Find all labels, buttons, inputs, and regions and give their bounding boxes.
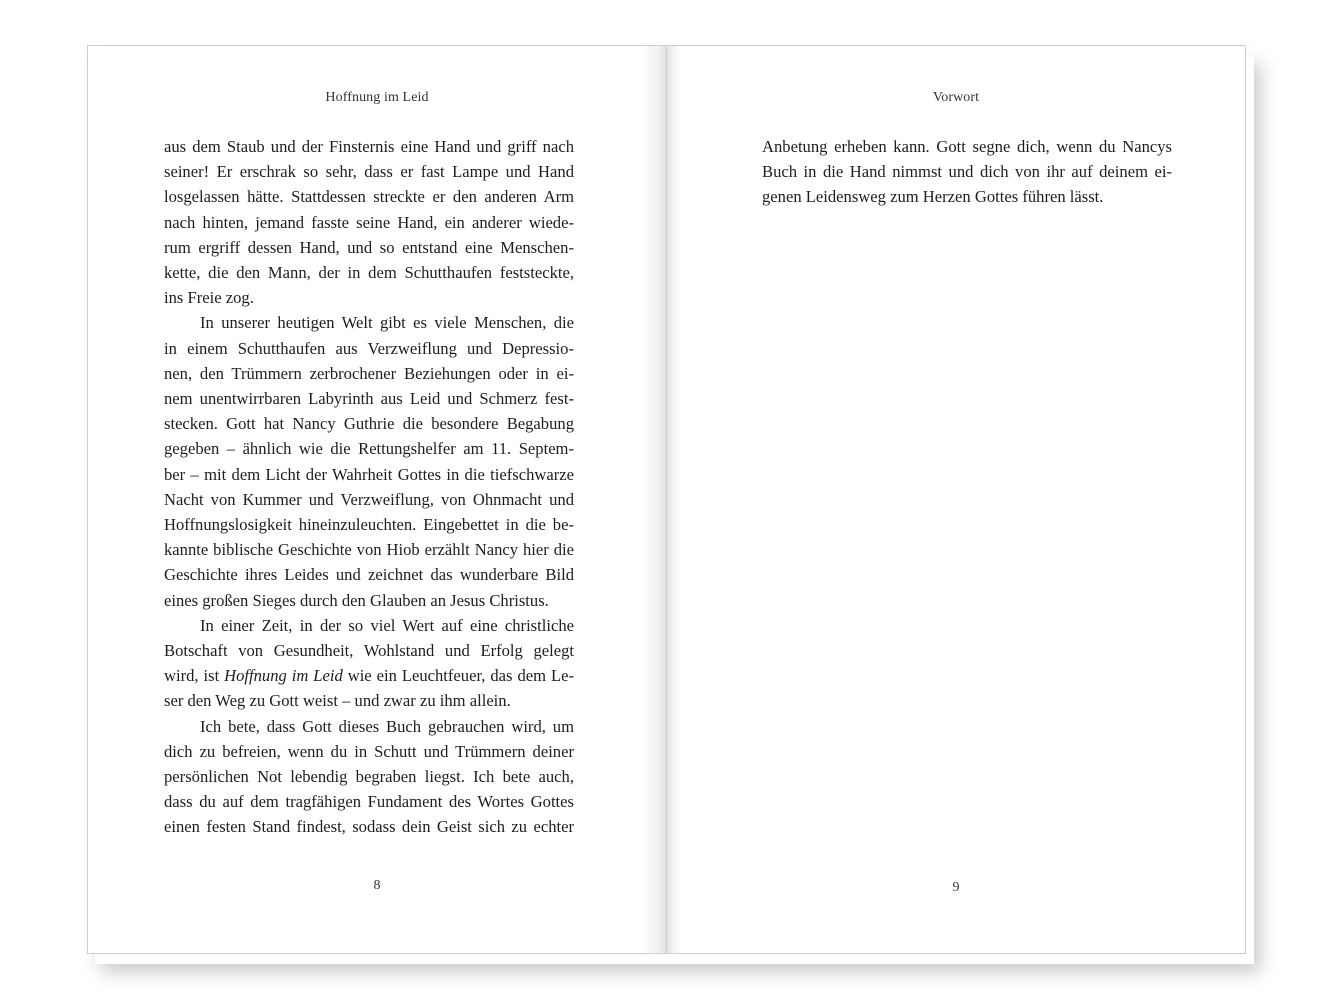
paragraph-3 [164, 613, 574, 714]
text-line: einen festen Stand findest, sodass dein Geist sich zu echter [164, 817, 574, 837]
right-text-block [762, 134, 1172, 210]
book-spread [87, 45, 1246, 954]
text-line: nen, den Trümmern zerbrochener Beziehungen oder in ei- [164, 363, 574, 383]
text-line: seiner! Er erschrak so sehr, dass er fast Lampe und Hand [164, 162, 574, 182]
text-line: Anbetung erheben kann. Gott segne dich, wenn du Nancys [762, 137, 1172, 156]
left-text-block [164, 134, 574, 840]
page-number-right: 9 [952, 880, 960, 895]
text-line: nach hinten, jemand fasste seine Hand, ein anderer wiede- [164, 212, 574, 232]
text-line: dass du auf dem tragfähigen Fundament des Wortes Gottes [164, 792, 574, 812]
text-line: dich zu befreien, wenn du in Schutt und Trümmern deiner [164, 741, 574, 761]
text-line: losgelassen hätte. Stattdessen streckte er den anderen Arm [164, 187, 574, 207]
text-line: kannte biblische Geschichte von Hiob erzählt Nancy hier die [164, 540, 574, 560]
text-line: Botschaft von Gesundheit, Wohlstand und Erfolg gelegt [164, 641, 574, 661]
text-fragment: wie ein Leuchtfeuer, das dem Le- [342, 666, 574, 686]
paragraph-2 [164, 310, 574, 612]
text-line: Buch in die Hand nimmst und dich von ihr auf deinem ei- [762, 162, 1172, 182]
gutter-shadow-left [640, 46, 666, 953]
text-line: Geschichte ihres Leides und zeichnet das wunderbare Bild [164, 565, 574, 585]
text-line: ins Freie zog. [164, 288, 254, 308]
paragraph-1 [762, 134, 1172, 210]
text-fragment: wird, ist [164, 666, 225, 686]
text-line [164, 663, 574, 688]
gutter-shadow-right [667, 46, 681, 953]
text-line: in einem Schutthaufen aus Verzweiflung und Depressio- [164, 338, 574, 358]
text-line: ser den Weg zu Gott weist – und zwar zu ihm allein. [164, 691, 511, 711]
text-line: In einer Zeit, in der so viel Wert auf eine christliche [200, 615, 574, 635]
left-page [87, 45, 667, 954]
text-line: eines großen Sieges durch den Glauben an Jesus Christus. [164, 590, 549, 610]
text-line: stecken. Gott hat Nancy Guthrie die besondere Begabung [164, 414, 574, 434]
text-line: ber – mit dem Licht der Wahrheit Gottes in die tiefschwarze [164, 464, 574, 484]
text-line: aus dem Staub und der Finsternis eine Hand und griff nach [164, 137, 574, 156]
right-page [666, 45, 1246, 954]
text-line: Hoffnungslosigkeit hineinzuleuchten. Eingebettet in die be- [164, 515, 574, 535]
paragraph-4 [164, 714, 574, 840]
running-head-right: Vorwort [932, 90, 980, 105]
text-line: nem unentwirrbaren Labyrinth aus Leid und Schmerz fest- [164, 389, 574, 409]
text-line: kette, die den Mann, der in dem Schutthaufen feststeckte, [164, 263, 574, 283]
text-line: persönlichen Not lebendig begraben liegst. Ich bete auch, [164, 767, 574, 787]
text-line: Nacht von Kummer und Verzweiflung, von Ohnmacht und [164, 489, 574, 509]
book-title-italic: Hoffnung im Leid [224, 666, 343, 686]
text-line: gegeben – ähnlich wie die Rettungshelfer am 11. Septem- [164, 439, 574, 459]
text-line: In unserer heutigen Welt gibt es viele Menschen, die [200, 313, 574, 333]
running-head-left: Hoffnung im Leid [325, 90, 429, 105]
paragraph-1 [164, 134, 574, 310]
text-line: rum ergriff dessen Hand, und so entstand eine Menschen- [164, 237, 574, 257]
page-number-left: 8 [373, 878, 381, 893]
text-line: Ich bete, dass Gott dieses Buch gebrauchen wird, um [200, 716, 574, 736]
text-line: genen Leidensweg zum Herzen Gottes führen lässt. [762, 187, 1104, 207]
